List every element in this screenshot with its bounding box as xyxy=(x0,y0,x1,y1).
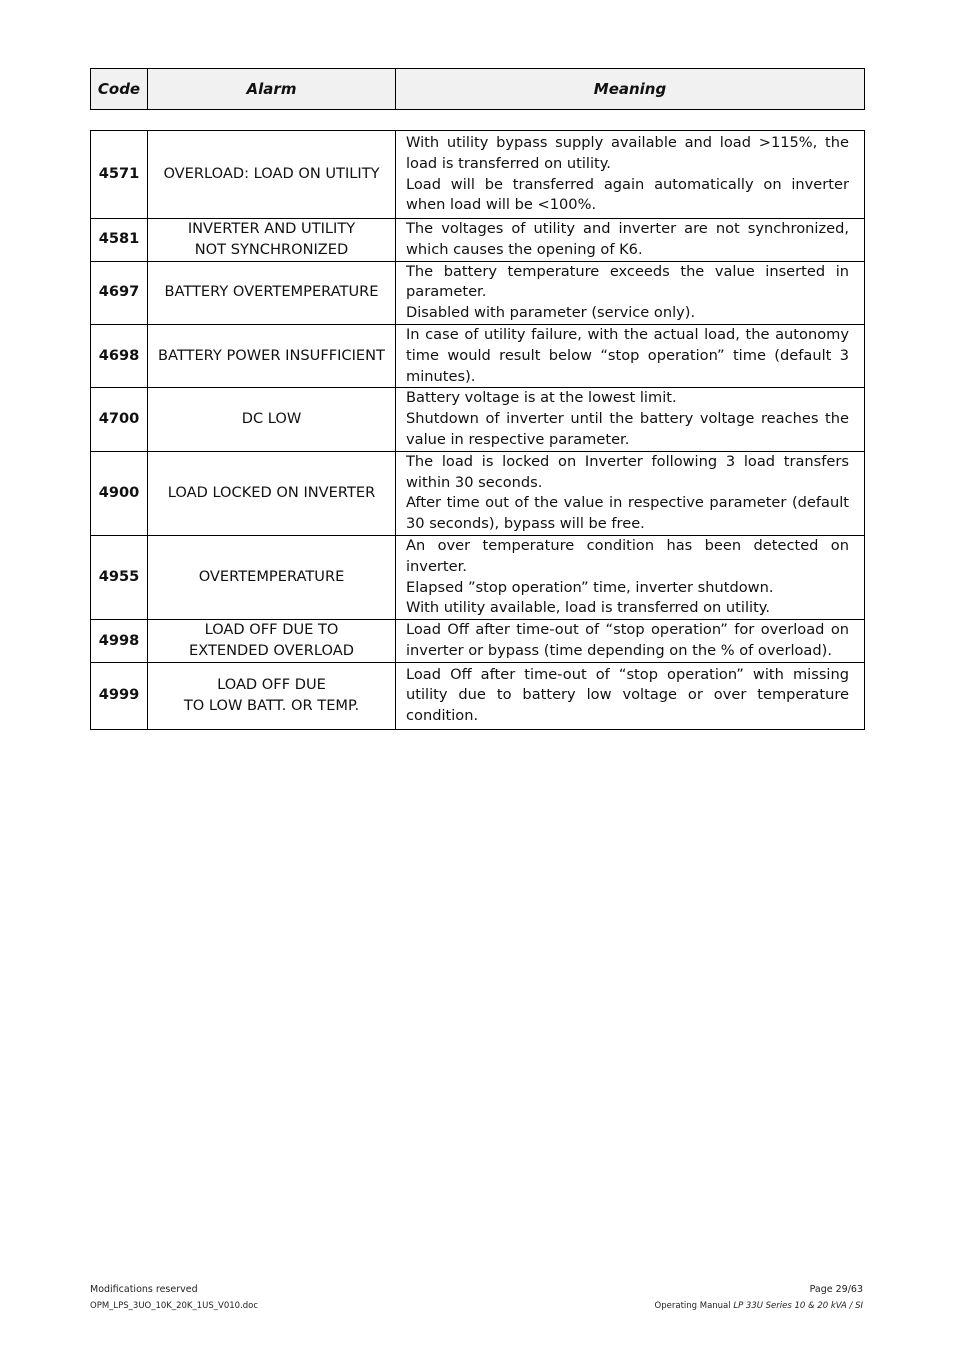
alarm-name xyxy=(148,535,396,619)
alarm-meaning xyxy=(396,219,865,262)
alarm-name-line: OVERTEMPERATURE xyxy=(198,568,345,586)
alarm-name-line: OVERLOAD: LOAD ON UTILITY xyxy=(163,165,380,183)
alarm-meaning xyxy=(396,388,865,451)
alarm-code: 4955 xyxy=(91,535,148,619)
alarm-code: 4571 xyxy=(91,131,148,219)
alarm-name xyxy=(148,388,396,451)
alarm-name-line: DC LOW xyxy=(241,410,302,428)
alarm-meaning xyxy=(396,324,865,387)
alarm-name-line: INVERTER AND UTILITY xyxy=(187,220,356,237)
alarm-meaning-paragraph: The battery temperature exceeds the value inserted in parameter. xyxy=(406,262,849,301)
alarm-meaning-paragraph: With utility bypass supply available and load >115%, the load is transferred on utility. xyxy=(406,133,849,172)
alarm-meaning-paragraph: Battery voltage is at the lowest limit. xyxy=(406,389,677,407)
alarm-meaning-paragraph: With utility available, load is transferred on utility. xyxy=(406,599,770,617)
alarm-name-line: NOT SYNCHRONIZED xyxy=(194,240,349,258)
table-row xyxy=(91,451,865,535)
footer-manual-prefix: Operating Manual xyxy=(654,1301,734,1311)
alarm-meaning-paragraph: After time out of the value in respective parameter (default 30 seconds), bypass will be free. xyxy=(406,494,849,533)
alarm-code: 4999 xyxy=(91,662,148,729)
alarm-name xyxy=(148,131,396,219)
alarm-name xyxy=(148,451,396,535)
footer-manual-title xyxy=(655,1301,863,1311)
table-row xyxy=(91,388,865,451)
alarm-meaning xyxy=(396,535,865,619)
alarm-name-line: LOAD LOCKED ON INVERTER xyxy=(167,483,376,501)
alarm-code: 4998 xyxy=(91,620,148,663)
alarm-meaning-paragraph: Disabled with parameter (service only). xyxy=(406,304,696,322)
alarm-code: 4581 xyxy=(91,219,148,262)
alarm-table xyxy=(90,130,865,730)
table-row xyxy=(91,261,865,324)
alarm-name xyxy=(148,662,396,729)
alarm-meaning xyxy=(396,131,865,219)
alarm-meaning-paragraph: Load Off after time-out of “stop operation” with missing utility due to battery low voltage or over temperature condition. xyxy=(406,665,849,725)
alarm-name-line: TO LOW BATT. OR TEMP. xyxy=(183,696,360,714)
header-code: Code xyxy=(91,69,148,110)
alarm-meaning-paragraph: The voltages of utility and inverter are not synchronized, which causes the opening of K6. xyxy=(406,220,849,258)
table-row xyxy=(91,219,865,262)
alarm-code: 4698 xyxy=(91,324,148,387)
header-alarm: Alarm xyxy=(148,69,396,110)
footer-manual-model: LP 33U Series 10 & 20 kVA / SI xyxy=(733,1301,863,1311)
alarm-name xyxy=(148,324,396,387)
alarm-name xyxy=(148,219,396,262)
header-meaning: Meaning xyxy=(396,69,865,110)
alarm-meaning xyxy=(396,261,865,324)
alarm-code: 4697 xyxy=(91,261,148,324)
alarm-name xyxy=(148,620,396,663)
alarm-name-line: LOAD OFF DUE xyxy=(217,675,326,693)
table-row xyxy=(91,535,865,619)
alarm-name-line: BATTERY POWER INSUFFICIENT xyxy=(158,346,385,364)
alarm-meaning-paragraph: In case of utility failure, with the actual load, the autonomy time would result below “stop operation” time (default 3 minutes). xyxy=(406,325,849,385)
alarm-name-line: LOAD OFF DUE TO xyxy=(204,621,339,639)
table-row xyxy=(91,662,865,729)
alarm-meaning-paragraph: Shutdown of inverter until the battery voltage reaches the value in respective parameter. xyxy=(406,410,849,448)
alarm-meaning xyxy=(396,620,865,663)
alarm-name xyxy=(148,261,396,324)
alarm-meaning xyxy=(396,451,865,535)
table-row xyxy=(91,324,865,387)
footer-left-line2: OPM_LPS_3UO_10K_20K_1US_V010.doc xyxy=(90,1301,259,1311)
alarm-meaning xyxy=(396,662,865,729)
table-row xyxy=(91,131,865,219)
alarm-name-line: BATTERY OVERTEMPERATURE xyxy=(164,283,379,301)
alarm-meaning-paragraph: An over temperature condition has been detected on inverter. xyxy=(406,536,849,575)
alarm-meaning-paragraph: The load is locked on Inverter following 3 load transfers within 30 seconds. xyxy=(406,452,849,491)
alarm-code: 4900 xyxy=(91,451,148,535)
footer-page-number: Page 29/63 xyxy=(809,1284,863,1295)
alarm-meaning-paragraph: Load Off after time-out of “stop operation” for overload on inverter or bypass (time depending on the % of overload). xyxy=(406,621,849,659)
alarm-meaning-paragraph: Elapsed ”stop operation” time, inverter shutdown. xyxy=(406,578,774,596)
alarm-name-line: EXTENDED OVERLOAD xyxy=(189,641,354,659)
table-header xyxy=(90,68,865,110)
footer-left-line1: Modifications reserved xyxy=(90,1284,198,1295)
table-row xyxy=(91,620,865,663)
alarm-code: 4700 xyxy=(91,388,148,451)
alarm-meaning-paragraph: Load will be transferred again automatically on inverter when load will be <100%. xyxy=(406,175,849,214)
